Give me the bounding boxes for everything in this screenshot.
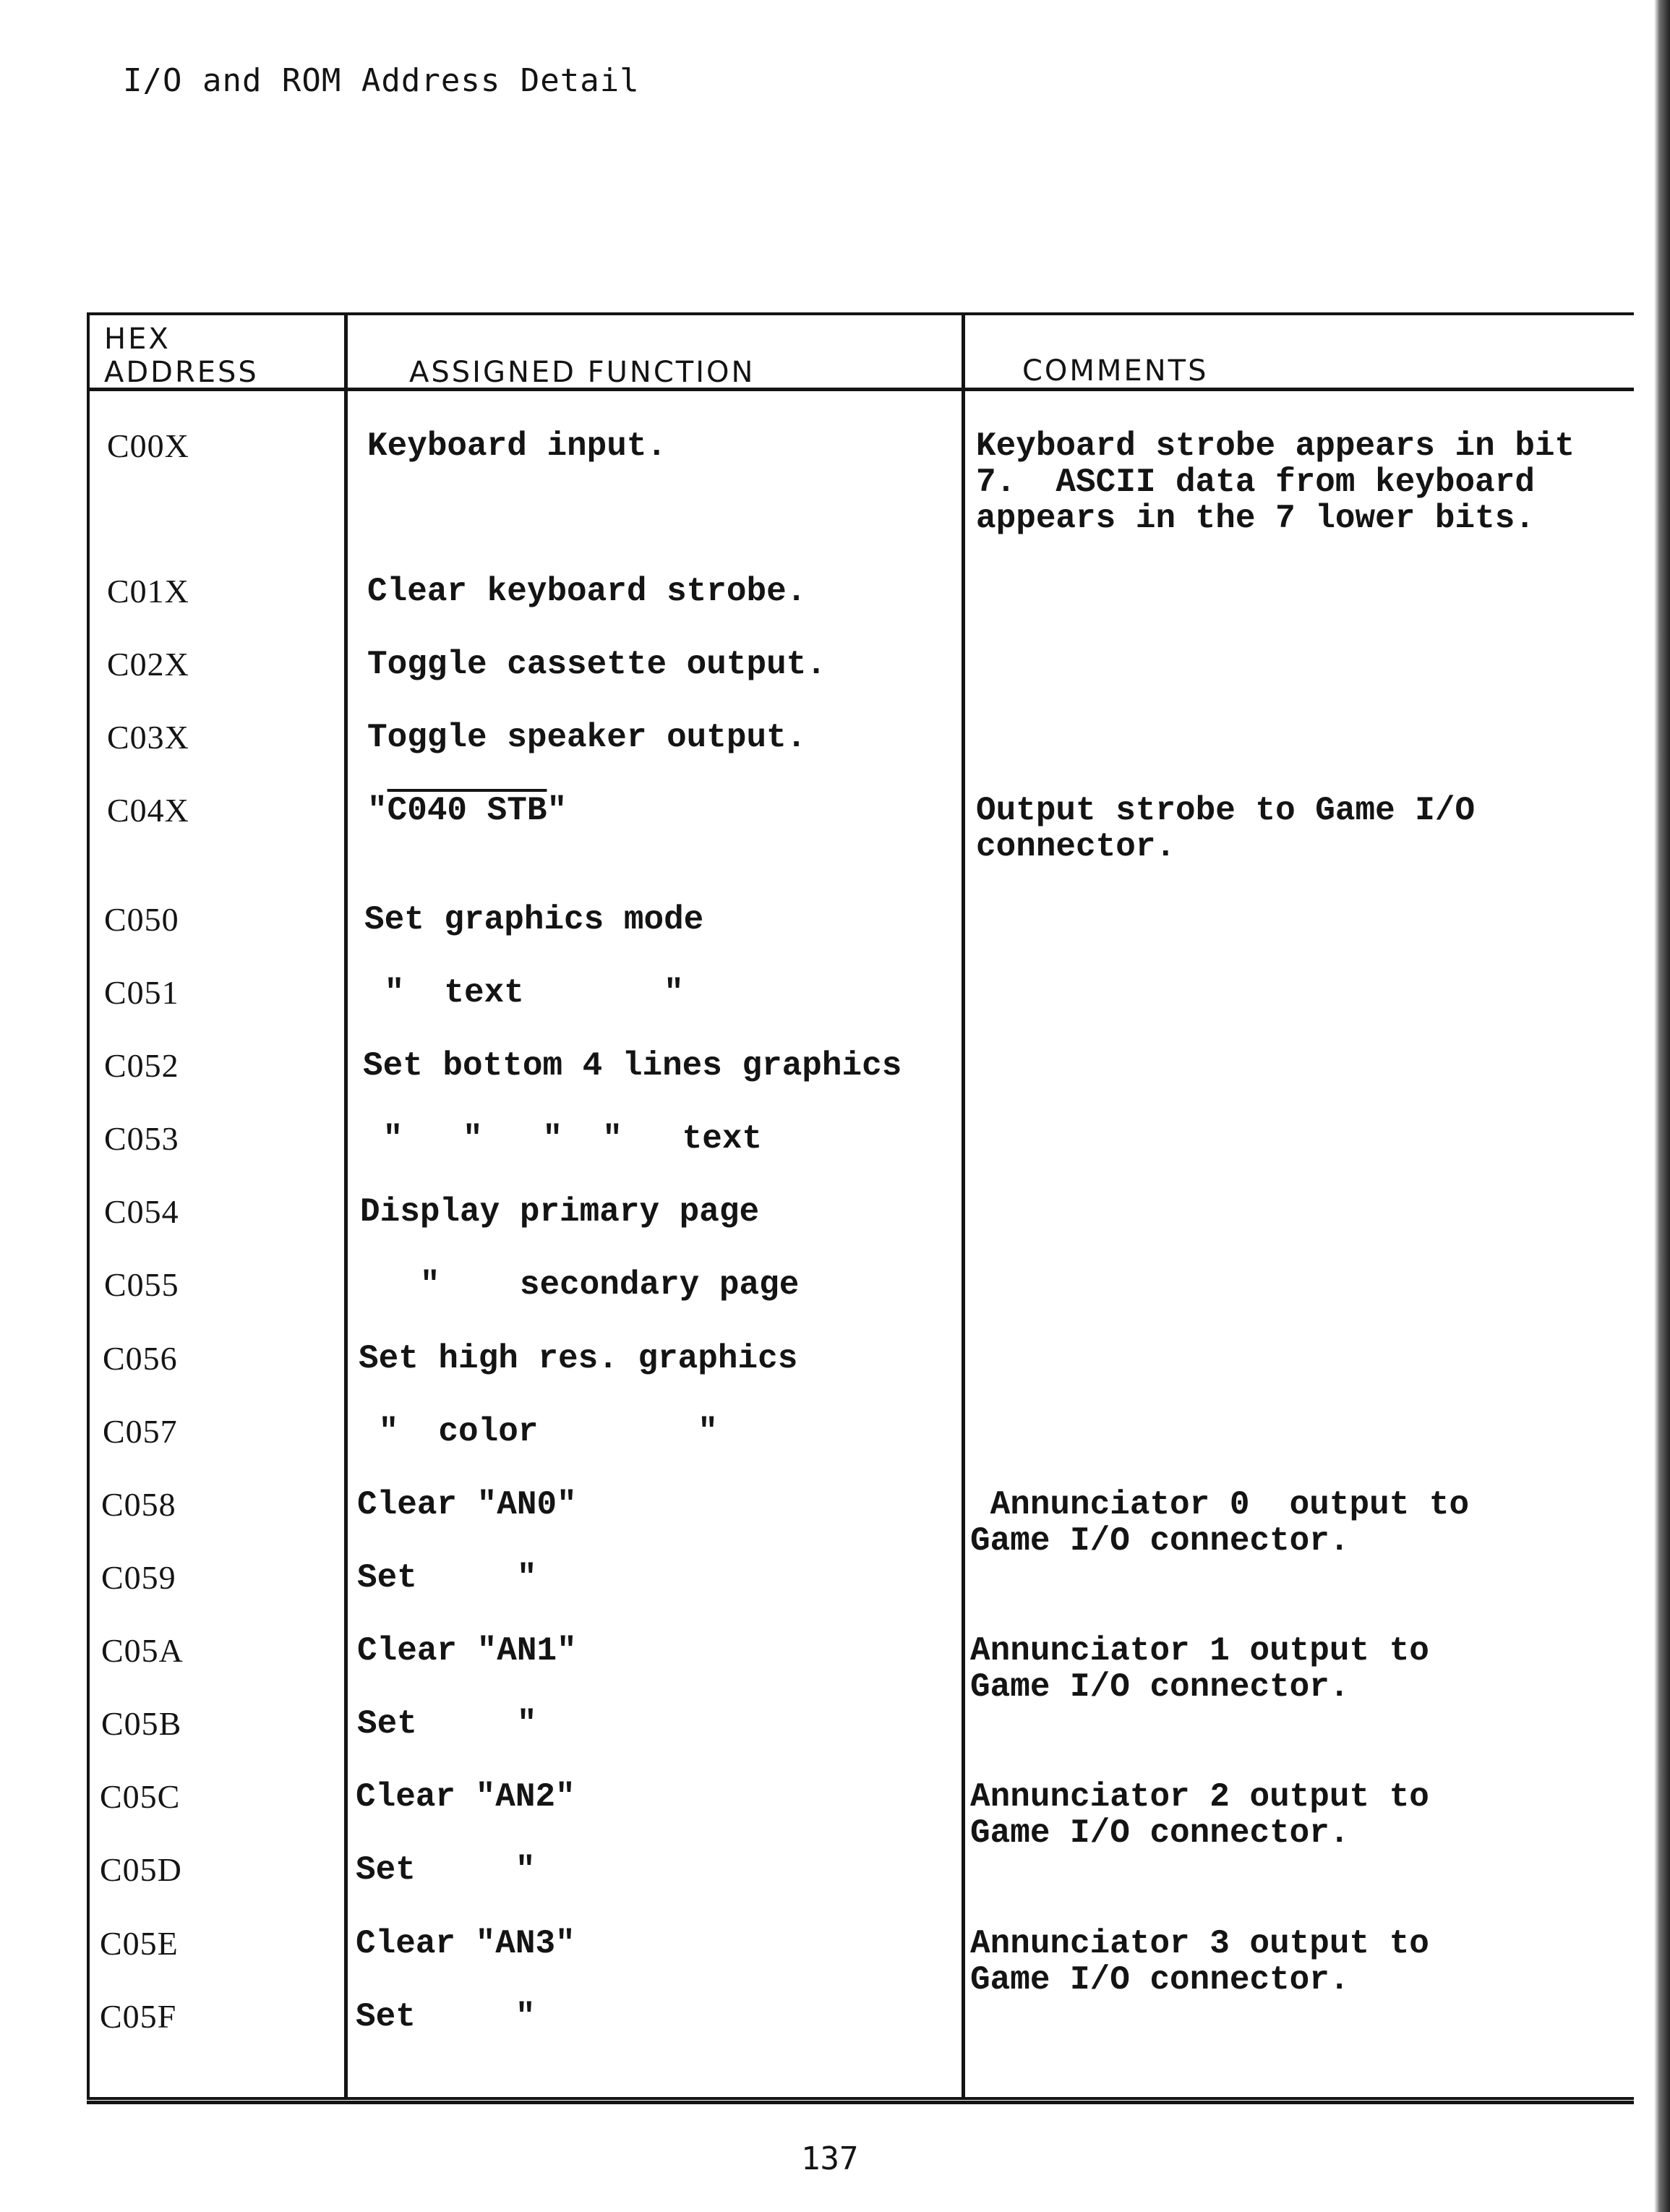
address-cell: C057 (103, 1413, 178, 1450)
address-cell: C055 (104, 1266, 179, 1303)
function-cell: Clear keyboard strobe. (367, 573, 807, 610)
comment-cell: Annunciator 2 output to Game I/O connector. (970, 1778, 1429, 1852)
function-cell: " secondary page (360, 1266, 800, 1304)
function-cell: Display primary page (360, 1193, 760, 1231)
header-hex: HEX (104, 323, 171, 356)
address-cell: C058 (101, 1486, 176, 1523)
function-cell: Clear "AN1" (357, 1632, 577, 1670)
quote-open: " (367, 792, 387, 829)
address-cell: C05A (101, 1632, 184, 1669)
function-cell: " color " (359, 1413, 718, 1451)
address-cell: C052 (104, 1047, 179, 1084)
address-table (87, 312, 1634, 2100)
function-cell: Set graphics mode (364, 901, 704, 939)
function-cell: Set bottom 4 lines graphics (363, 1047, 902, 1085)
header-rule (90, 388, 1634, 391)
address-cell: C053 (104, 1120, 179, 1157)
c040-stb-overline: C040 STB (387, 792, 547, 829)
function-cell: Set " (357, 1705, 537, 1743)
comment-cell: Annunciator 3 output to Game I/O connector. (970, 1925, 1429, 1999)
function-cell: Clear "AN3" (356, 1925, 575, 1963)
address-cell: C05D (100, 1851, 182, 1888)
page-number: 137 (801, 2140, 859, 2177)
function-cell: Toggle cassette output. (367, 646, 826, 683)
address-cell: C05F (100, 1998, 177, 2035)
page-title: I/O and ROM Address Detail (123, 62, 640, 99)
address-cell: C050 (104, 901, 179, 938)
scan-edge-shadow (1654, 0, 1670, 2212)
address-cell: C02X (107, 646, 189, 683)
comment-cell: Annunciator 0 output to Game I/O connector. (970, 1486, 1470, 1560)
address-cell: C04X (107, 792, 189, 829)
address-cell: C054 (104, 1193, 179, 1230)
function-cell: Set high res. graphics (359, 1340, 798, 1378)
header-hex-address (104, 323, 259, 389)
address-cell: C051 (104, 974, 179, 1011)
quote-close: " (547, 792, 568, 829)
function-cell: Toggle speaker output. (367, 719, 807, 756)
address-cell: C05B (101, 1705, 182, 1742)
function-cell: Clear "AN2" (356, 1778, 575, 1816)
function-cell: Set " (356, 1851, 536, 1889)
address-cell: C059 (101, 1559, 176, 1596)
function-cell: Keyboard input. (367, 427, 667, 465)
header-address: ADDRESS (104, 356, 259, 389)
address-cell: C00X (107, 427, 189, 464)
function-cell: " " " " text (363, 1120, 763, 1158)
address-cell: C01X (107, 573, 189, 610)
comment-cell: Output strobe to Game I/O connector. (976, 792, 1476, 866)
function-cell: Clear "AN0" (357, 1486, 577, 1524)
column-divider-2 (962, 312, 965, 2100)
column-divider-1 (344, 312, 348, 2100)
function-cell: Set " (356, 1998, 536, 2036)
function-cell: " text " (364, 974, 684, 1012)
header-assigned-function: ASSIGNED FUNCTION (409, 356, 755, 389)
comment-cell: Keyboard strobe appears in bit 7. ASCII data from keyboard appears in the 7 lower bits. (976, 427, 1575, 537)
function-cell: Set " (357, 1559, 537, 1597)
address-cell: C05E (100, 1925, 179, 1962)
comment-cell: Annunciator 1 output to Game I/O connector. (970, 1632, 1429, 1706)
function-cell (367, 793, 567, 829)
address-cell: C05C (100, 1778, 181, 1815)
address-cell: C03X (107, 719, 189, 756)
address-cell: C056 (103, 1340, 178, 1377)
header-comments: COMMENTS (1022, 354, 1209, 388)
